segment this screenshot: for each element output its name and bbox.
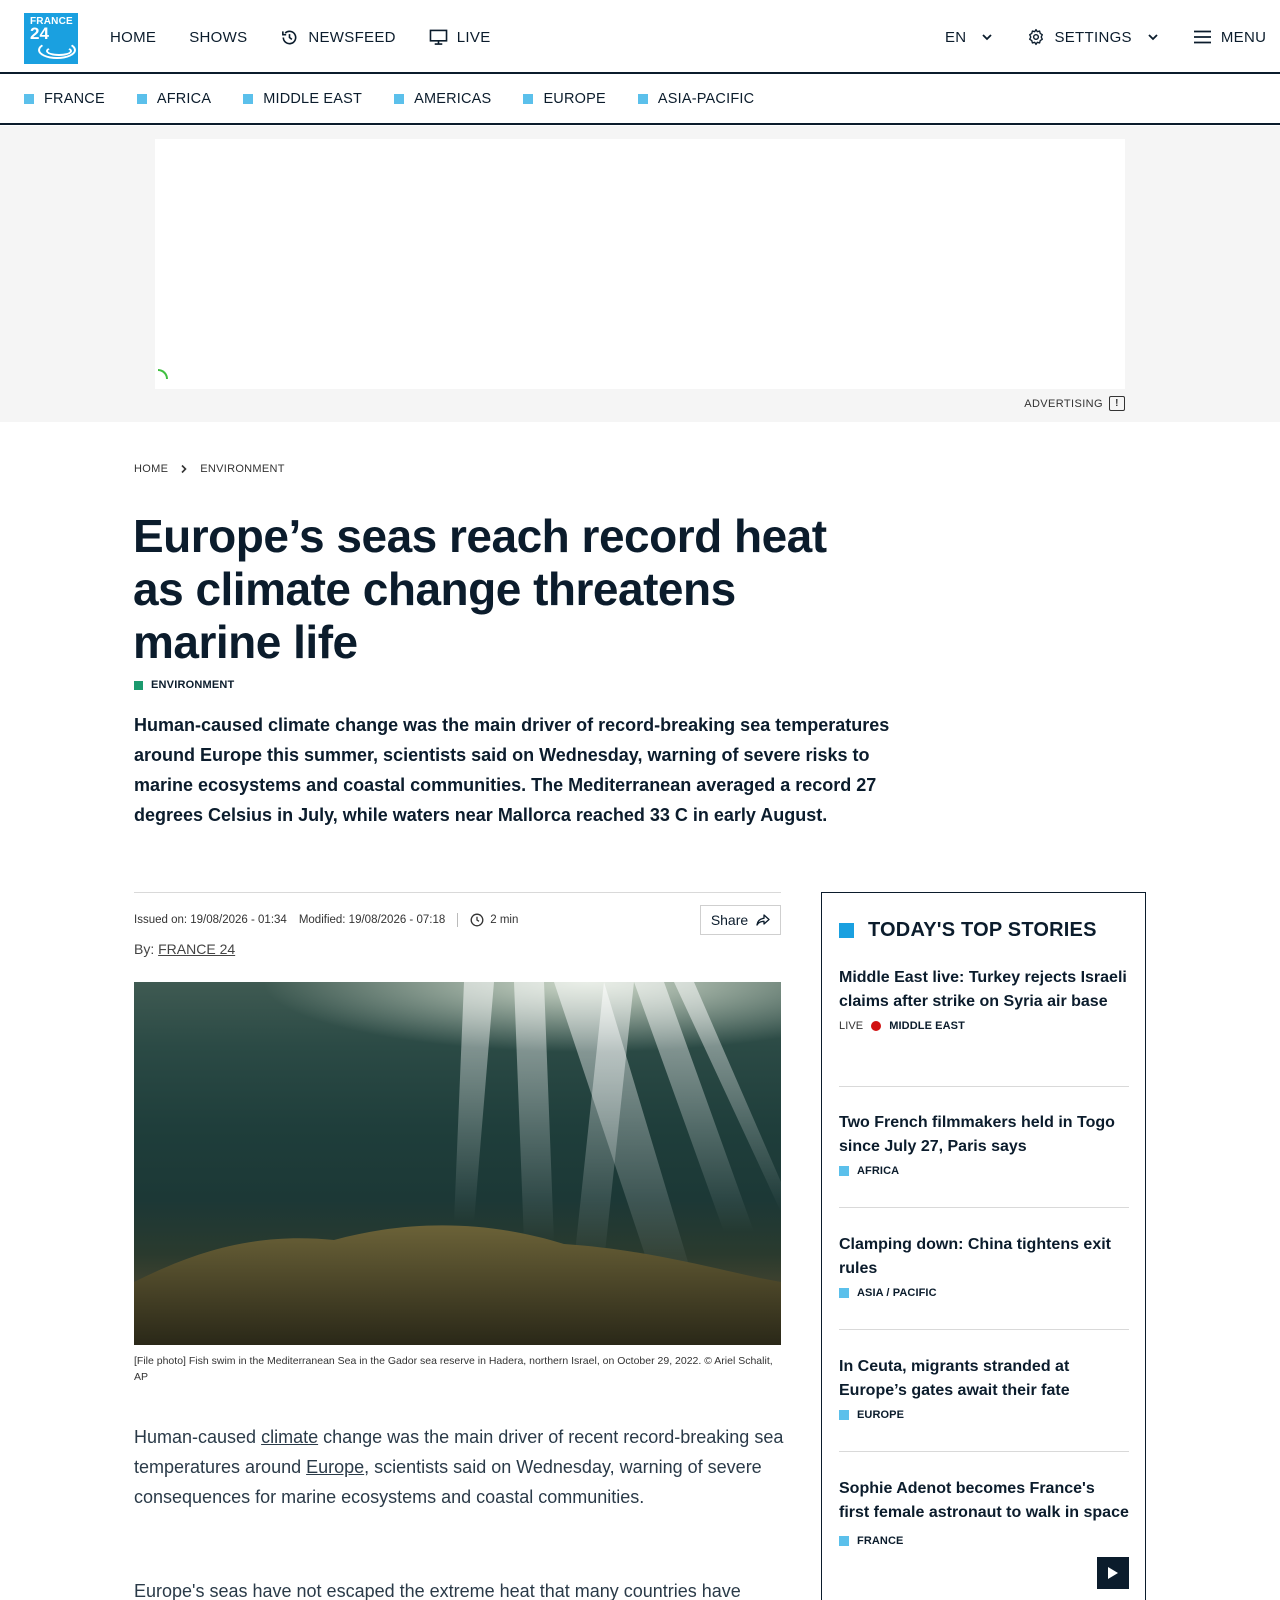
story-tag-label: EUROPE — [857, 1409, 905, 1421]
language-selector[interactable] — [945, 29, 993, 46]
region-square-icon — [394, 94, 404, 104]
ad-loading-icon — [158, 369, 168, 379]
paragraph-text: , scientists said on Wednesday, warning of severe consequences for marine ecosystems and coastal communities. — [134, 1457, 762, 1507]
story-divider — [839, 1451, 1129, 1452]
article-title: Europe’s seas reach record heat as climate change threatens marine life — [133, 510, 827, 668]
heading-square-icon — [839, 923, 854, 938]
story-title[interactable]: In Ceuta, migrants stranded at Europe’s gates await their fate — [839, 1358, 1070, 1399]
region-label: FRANCE — [44, 91, 105, 107]
nav-live[interactable] — [429, 29, 491, 46]
region-nav — [0, 75, 1280, 125]
advertising-zone — [0, 126, 1280, 422]
article-paragraph-1 — [134, 1422, 784, 1512]
region-label: AFRICA — [156, 91, 212, 107]
story-tag-label: MIDDLE EAST — [889, 1020, 965, 1032]
story-item[interactable] — [839, 966, 1129, 1032]
top-stories-sidebar — [821, 892, 1146, 1600]
story-item[interactable] — [839, 1477, 1129, 1547]
region-square-icon — [839, 1288, 849, 1298]
category-square-icon — [134, 681, 143, 690]
chevron-down-icon — [1147, 33, 1159, 41]
play-icon — [1107, 1566, 1119, 1580]
language-label: EN — [945, 28, 967, 46]
story-tag — [839, 1287, 1129, 1299]
logo-swirl-inner — [46, 46, 72, 56]
story-tag-label: FRANCE — [857, 1535, 904, 1547]
settings-label: SETTINGS — [1054, 28, 1132, 46]
story-title[interactable]: Sophie Adenot becomes France's first female astronaut to walk in space — [839, 1480, 1129, 1521]
modified-date: Modified: 19/08/2026 - 07:18 — [298, 914, 446, 926]
menu-button[interactable] — [1193, 29, 1266, 46]
report-ad-icon[interactable]: ! — [1109, 396, 1125, 411]
france24-logo[interactable] — [24, 13, 78, 64]
region-square-icon — [839, 1410, 849, 1420]
article-category-tag[interactable] — [134, 679, 234, 691]
top-header — [0, 0, 1280, 74]
article-lede: Human-caused climate change was the main driver of record-breaking sea temperatures around Europe this summer, scientists said on Wednesday, warning of severe risks to marine ecosystems and coastal communities. The Mediterranean averaged a record 27 degrees Celsius in July, while waters near Mallorca reached 33 C in early August. — [134, 715, 890, 825]
region-square-icon — [523, 94, 533, 104]
story-item[interactable] — [839, 1355, 1129, 1421]
top-stories-title: TODAY'S TOP STORIES — [868, 919, 1097, 941]
region-americas[interactable] — [394, 91, 491, 107]
share-label: Share — [710, 912, 749, 928]
story-tag — [839, 1535, 1129, 1547]
share-arrow-icon — [756, 914, 770, 926]
region-square-icon — [24, 94, 34, 104]
category-label: ENVIRONMENT — [151, 679, 235, 691]
story-item[interactable] — [839, 1111, 1129, 1177]
nav-home[interactable] — [110, 29, 156, 46]
logo-text-line1: FRANCE — [30, 16, 73, 27]
region-europe[interactable] — [523, 91, 605, 107]
region-square-icon — [839, 1536, 849, 1546]
nav-home-label: HOME — [110, 28, 157, 46]
region-square-icon — [243, 94, 253, 104]
share-button[interactable] — [700, 905, 781, 935]
story-tag — [839, 1165, 1129, 1177]
region-france[interactable] — [24, 91, 105, 107]
article-photo — [134, 982, 781, 1345]
nav-live-label: LIVE — [456, 28, 491, 46]
story-divider — [839, 1086, 1129, 1087]
region-label: EUROPE — [543, 91, 606, 107]
region-label: AMERICAS — [414, 91, 492, 107]
advertising-label — [1024, 396, 1125, 411]
story-title[interactable]: Two French filmmakers held in Togo since July 27, Paris says — [839, 1114, 1115, 1155]
region-square-icon — [137, 94, 147, 104]
byline — [134, 941, 235, 957]
meta-separator — [457, 913, 458, 927]
tv-screen-icon — [429, 29, 448, 46]
read-time-label: 2 min — [490, 914, 519, 926]
region-label: ASIA-PACIFIC — [657, 91, 755, 107]
story-tag-label: ASIA / PACIFIC — [857, 1287, 937, 1299]
utility-nav — [945, 0, 1266, 74]
byline-prefix: By: — [134, 941, 155, 957]
article-paragraph-2: Europe's seas have not escaped the extreme heat that many countries have — [134, 1581, 741, 1600]
meta-divider — [134, 892, 781, 893]
nav-shows-label: SHOWS — [189, 28, 248, 46]
video-play-button[interactable] — [1097, 1557, 1129, 1589]
region-africa[interactable] — [137, 91, 211, 107]
breadcrumb-home[interactable]: HOME — [134, 463, 169, 475]
climate-link[interactable]: climate — [261, 1427, 319, 1447]
story-title[interactable]: Middle East live: Turkey rejects Israeli claims after strike on Syria air base — [839, 969, 1127, 1010]
clock-icon — [470, 913, 484, 927]
story-divider — [839, 1207, 1129, 1208]
live-label: LIVE — [839, 1020, 864, 1032]
breadcrumb — [134, 463, 285, 475]
hamburger-menu-icon — [1193, 30, 1212, 44]
nav-newsfeed[interactable] — [280, 28, 395, 47]
story-tag-label: AFRICA — [857, 1165, 900, 1177]
gear-icon — [1027, 28, 1045, 46]
main-nav — [110, 0, 491, 74]
history-clock-icon — [280, 28, 299, 47]
author-link[interactable]: FRANCE 24 — [158, 941, 236, 957]
ad-slot[interactable] — [155, 139, 1125, 389]
issued-date: Issued on: 19/08/2026 - 01:34 — [134, 914, 287, 926]
story-item[interactable] — [839, 1233, 1129, 1299]
settings-selector[interactable] — [1027, 28, 1158, 46]
region-square-icon — [638, 94, 648, 104]
photo-caption: [File photo] Fish swim in the Mediterranean Sea in the Gador sea reserve in Hadera, northern Israel, on October 29, 2022. © Ariel Schalit, AP — [134, 1355, 773, 1383]
chevron-down-icon — [981, 33, 993, 41]
paragraph-text: Human-caused — [134, 1427, 262, 1447]
live-dot-icon — [871, 1021, 881, 1031]
read-time — [470, 913, 518, 927]
paragraph-text: change was the main driver of recent record-breaking sea temperatures around — [134, 1427, 784, 1477]
story-title[interactable]: Clamping down: China tightens exit rules — [839, 1236, 1111, 1277]
region-square-icon — [839, 1166, 849, 1176]
logo-text-line2: 24 — [30, 24, 49, 43]
article-meta — [134, 913, 518, 927]
region-label: MIDDLE EAST — [263, 91, 363, 107]
nav-shows[interactable] — [189, 29, 247, 46]
underwater-light-rays — [134, 982, 781, 1345]
region-middle-east[interactable] — [243, 91, 362, 107]
top-stories-heading — [839, 919, 1097, 942]
europe-link[interactable]: Europe — [306, 1457, 365, 1477]
nav-newsfeed-label: NEWSFEED — [308, 28, 396, 46]
breadcrumb-section[interactable]: ENVIRONMENT — [200, 463, 285, 475]
story-divider — [839, 1329, 1129, 1330]
region-asia-pacific[interactable] — [638, 91, 754, 107]
story-tag — [839, 1409, 1129, 1421]
story-tag — [839, 1020, 1129, 1032]
chevron-right-icon — [180, 464, 188, 474]
advertising-text: ADVERTISING — [1024, 397, 1103, 410]
menu-label: MENU — [1220, 28, 1267, 46]
